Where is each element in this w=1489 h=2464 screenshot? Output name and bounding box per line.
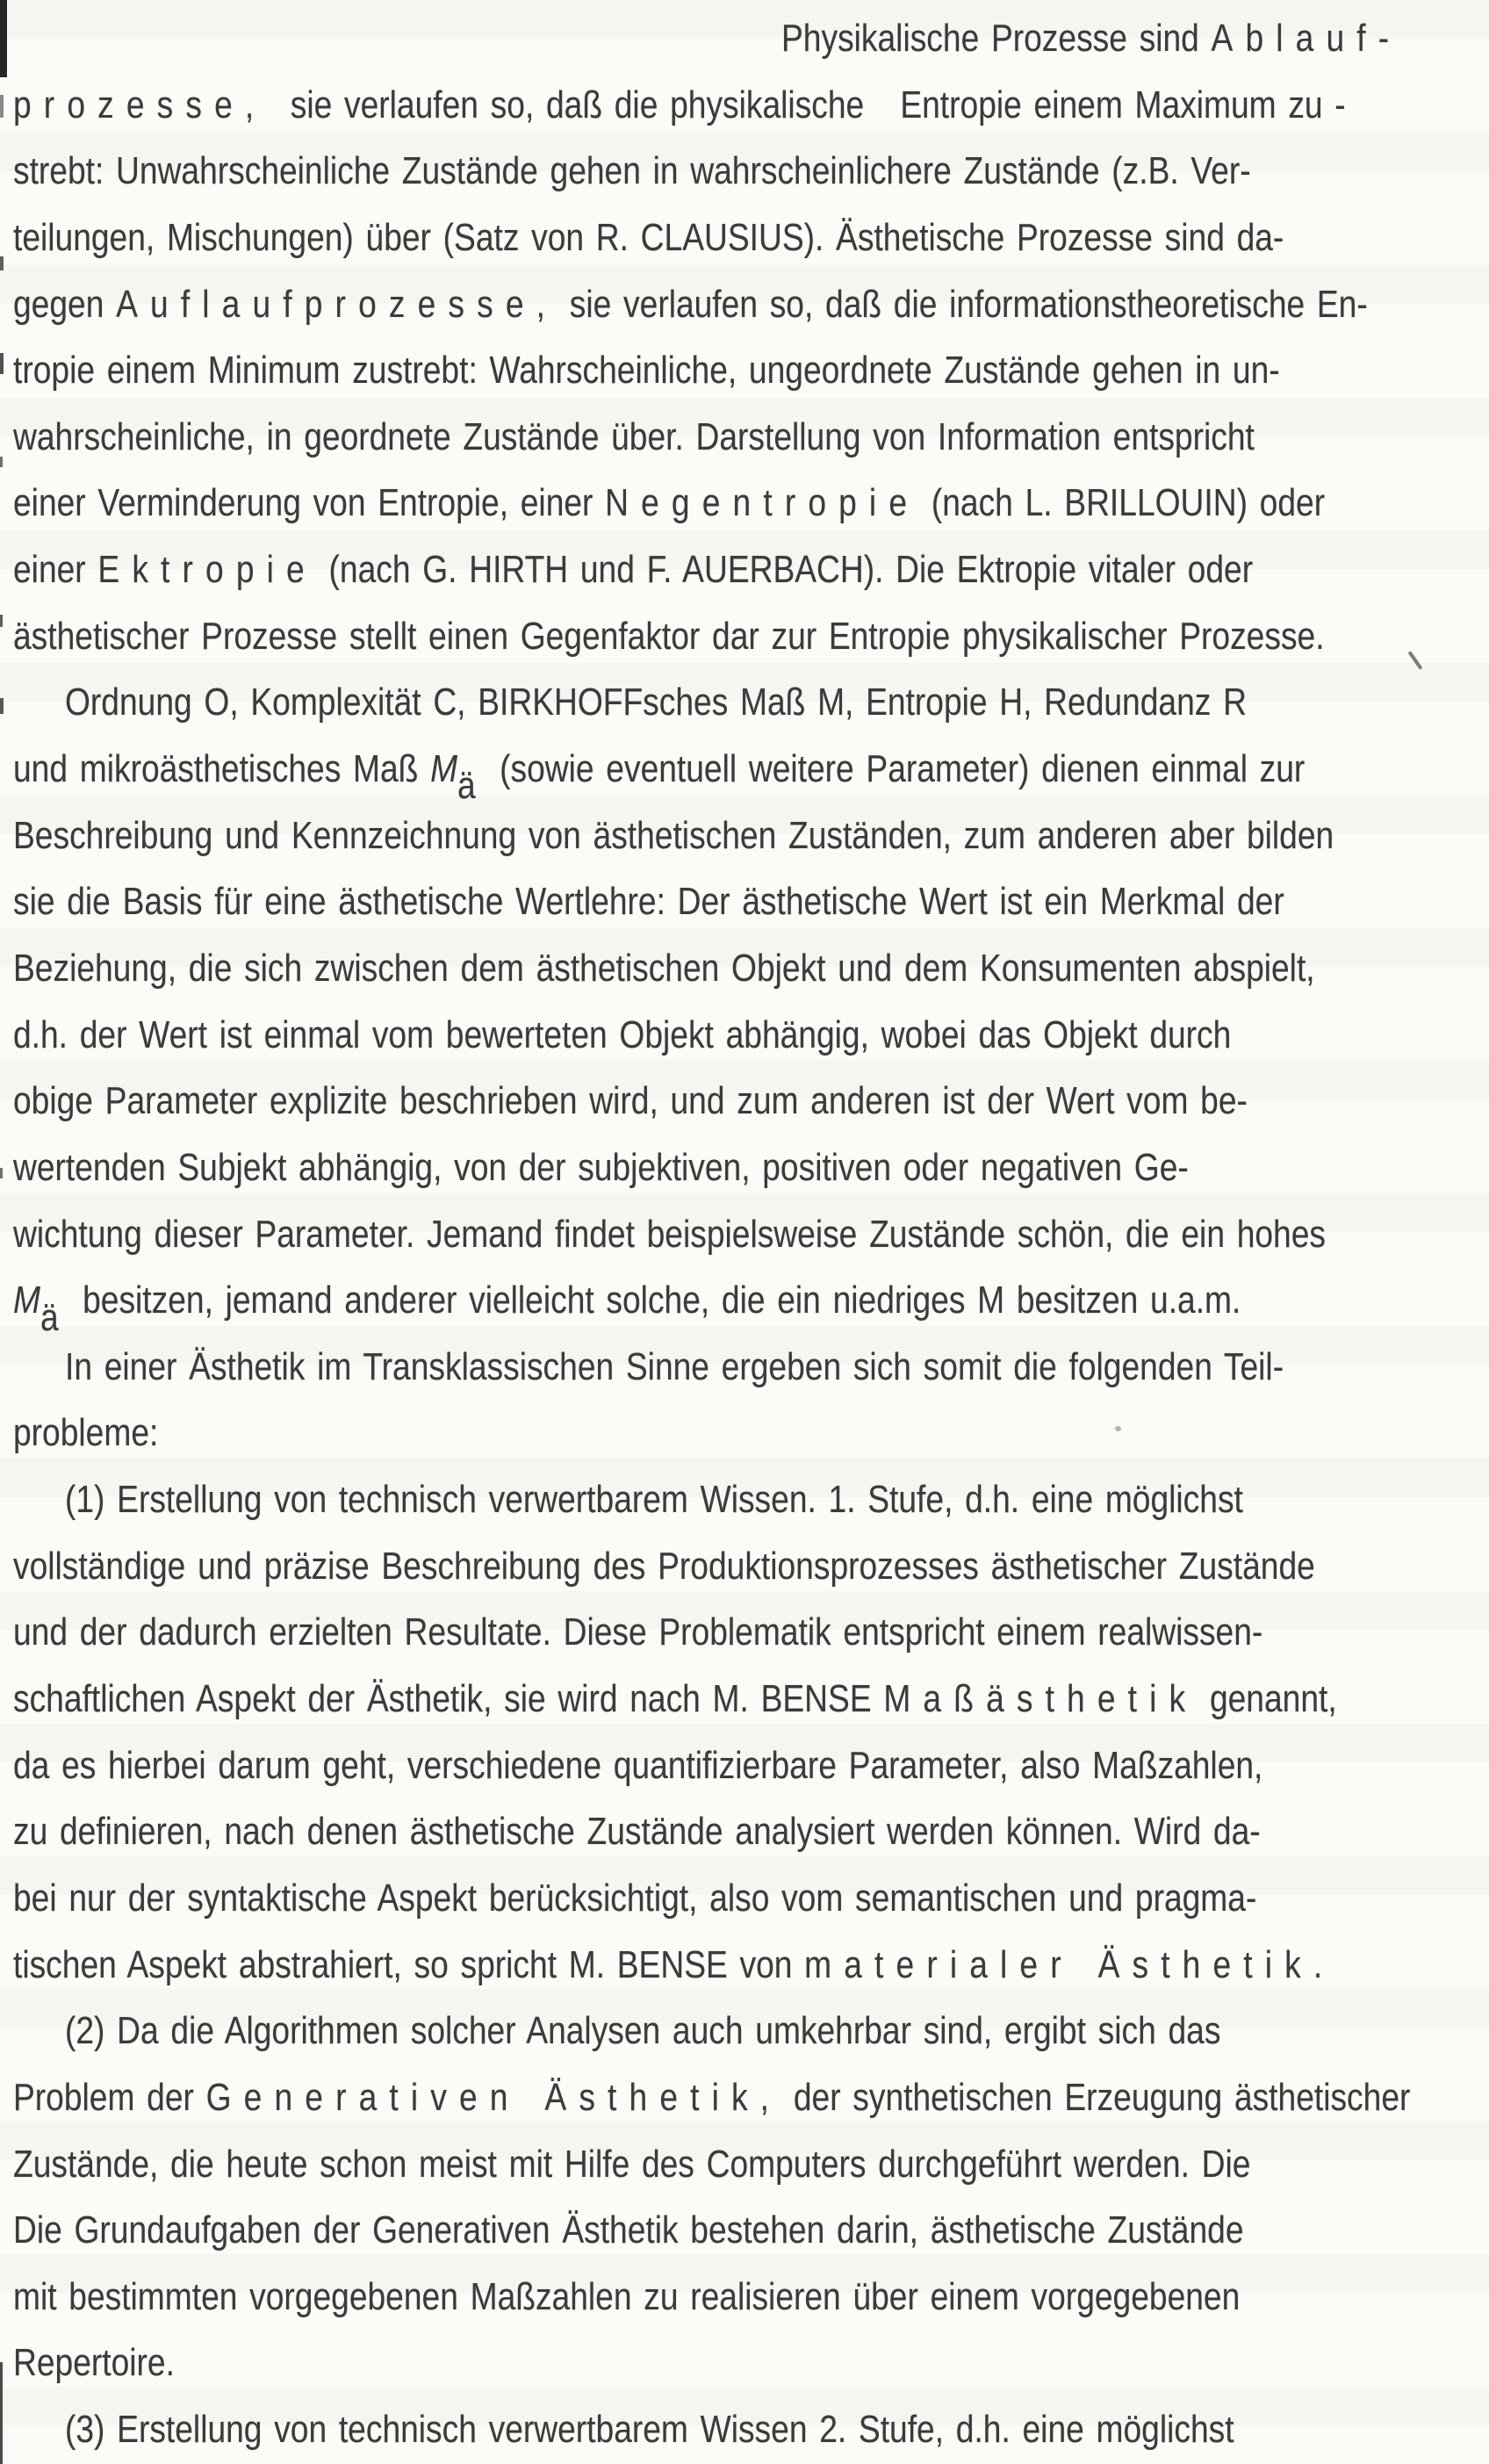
scan-edge-mark [0, 615, 3, 627]
text-segment: wichtung dieser Parameter. Jemand findet beispielsweise Zustände schön, die ein hohes [13, 1212, 1327, 1256]
letterspaced-text: Ablauf- [1211, 17, 1402, 60]
text-line [13, 1599, 1263, 1666]
text-line [13, 271, 1368, 338]
text-segment: sie verlaufen so, daß die informationstheoretische En- [557, 282, 1368, 326]
text-line [13, 2131, 1260, 2198]
text-segment: Zustände, die heute schon meist mit Hilfe des Computers durchgeführt werden. Die [13, 2142, 1251, 2186]
text-segment: (2) Da die Algorithmen solcher Analysen auch umkehrbar sind, ergibt sich das [65, 2009, 1221, 2053]
text-segment: probleme: [13, 1411, 159, 1455]
text-segment: und der dadurch erzielten Resultate. Diese Problematik entspricht einem realwissen- [13, 1610, 1263, 1654]
text-line [13, 205, 1284, 271]
text-line [13, 1135, 1260, 1201]
text-line [13, 537, 1260, 603]
text-line [13, 138, 1260, 205]
text-segment: und mikroästhetisches Maß [13, 747, 431, 791]
text-segment: zu definieren, nach denen ästhetische Zustände analysiert werden können. Wird da- [13, 1810, 1261, 1854]
scan-edge-mark [0, 698, 4, 714]
letterspaced-text: prozesse, [13, 83, 267, 126]
subscript-text: ä [457, 764, 476, 808]
text-segment: wahrscheinliche, in geordnete Zustände über. Darstellung von Information entspricht [13, 414, 1255, 458]
text-segment: In einer Ästhetik im Transklassischen Sinne ergeben sich somit die folgenden Teil- [65, 1344, 1284, 1388]
text-line [13, 803, 1334, 869]
text-segment: vollständige und präzise Beschreibung des Produktionsprozesses ästhetischer Zustände [13, 1544, 1315, 1588]
text-segment: ästhetischer Prozesse stellt einen Gegenfaktor dar zur Entropie physikalischer Prozesse. [13, 614, 1325, 658]
text-segment: Physikalische Prozesse sind [781, 17, 1212, 60]
letterspaced-text: Maßästhetik [883, 1677, 1198, 1721]
text-line [13, 736, 1306, 808]
text-line [13, 868, 1284, 935]
text-segment: da es hierbei darum geht, verschiedene quantifizierbare Parameter, also Maßzahlen, [13, 1743, 1263, 1787]
text-segment: einer [13, 548, 98, 592]
scan-edge-mark [0, 0, 7, 77]
text-line [13, 1267, 1260, 1339]
text-line [13, 1201, 1327, 1268]
italic-symbol: M [13, 1279, 40, 1322]
text-line [13, 1932, 1335, 1999]
text-line [13, 470, 1326, 537]
scan-edge-mark [0, 1168, 3, 1178]
text-segment: tischen Aspekt abstrahiert, so spricht M. BENSE von [13, 1942, 805, 1986]
text-line [13, 72, 1346, 139]
scan-edge-mark [0, 353, 4, 374]
letterspaced-text: materialer Ästhetik. [804, 1942, 1335, 1986]
text-line [65, 669, 1269, 736]
text-segment: schaftlichen Aspekt der Ästhetik, sie wird nach M. BENSE [13, 1677, 884, 1721]
text-segment: sie die Basis für eine ästhetische Wertlehre: Der ästhetische Wert ist ein Merkmal der [13, 880, 1284, 924]
text-segment: (nach G. HIRTH und F. AUERBACH). Die Ektropie vitaler oder [316, 548, 1254, 592]
text-line [13, 1002, 1260, 1069]
text-segment: mit bestimmten vorgegebenen Maßzahlen zu realisieren über einem vorgegebenen [13, 2274, 1241, 2318]
text-line [13, 1798, 1260, 1865]
text-segment: tropie einem Minimum zustrebt: Wahrscheinliche, ungeordnete Zustände gehen in un- [13, 349, 1280, 393]
text-line [13, 2330, 1260, 2396]
text-line [13, 1865, 1260, 1932]
text-segment: Beschreibung und Kennzeichnung von ästhetischen Zuständen, zum anderen aber bilden [13, 813, 1334, 857]
text-block [0, 5, 1489, 2463]
text-segment: Repertoire. [13, 2341, 175, 2385]
text-segment: Die Grundaufgaben der Generativen Ästhetik bestehen darin, ästhetische Zustände [13, 2208, 1244, 2252]
text-segment: (1) Erstellung von technisch verwertbarem Wissen. 1. Stufe, d.h. eine möglichst [65, 1478, 1243, 1522]
letterspaced-text: Generativen Ästhetik, [205, 2075, 782, 2119]
text-line [13, 1068, 1260, 1135]
text-segment: sie verlaufen so, daß die physikalische Entropie einem Maximum zu - [266, 83, 1346, 126]
scan-edge-mark [0, 2362, 3, 2464]
text-line [781, 5, 1402, 72]
scan-edge-mark [0, 256, 4, 270]
text-segment: (3) Erstellung von technisch verwertbarem Wissen 2. Stufe, d.h. eine möglichst [65, 2408, 1234, 2452]
text-line [13, 2197, 1260, 2264]
text-segment: teilungen, Mischungen) über (Satz von R. CLAUSIUS). Ästhetische Prozesse sind da- [13, 215, 1284, 259]
letterspaced-text: Negentropie [605, 481, 920, 525]
text-segment: gegen [13, 282, 117, 326]
text-segment: d.h. der Wert ist einmal vom bewerteten Objekt abhängig, wobei das Objekt durch [13, 1012, 1232, 1056]
text-segment: Ordnung O, Komplexität C, BIRKHOFFsches Maß M, Entropie H, Redundanz R [65, 681, 1247, 724]
text-line [13, 1400, 1260, 1466]
scan-edge-mark [0, 95, 4, 118]
italic-symbol: M [430, 747, 458, 791]
text-segment: obige Parameter explizite beschrieben wird, und zum anderen ist der Wert vom be- [13, 1079, 1248, 1123]
text-segment: der synthetischen Erzeugung ästhetischer [781, 2075, 1411, 2119]
text-segment: Beziehung, die sich zwischen dem ästhetischen Objekt und dem Konsumenten abspielt, [13, 946, 1315, 990]
text-line [13, 2264, 1260, 2331]
text-segment: (nach L. BRILLOUIN) oder [919, 481, 1326, 525]
text-line [13, 404, 1260, 471]
text-line [13, 337, 1280, 404]
scan-dot-artifact [1115, 1426, 1121, 1431]
text-segment: strebt: Unwahrscheinliche Zustände gehen in wahrscheinlichere Zustände (z.B. Ver- [13, 149, 1251, 193]
text-segment: bei nur der syntaktische Aspekt berücksichtigt, also vom semantischen und pragma- [13, 1876, 1257, 1920]
text-line [65, 1998, 1269, 2064]
text-line [65, 1334, 1284, 1401]
subscript-text: ä [40, 1295, 59, 1339]
text-segment: besitzen, jemand anderer vielleicht solche, die ein niedriges M besitzen u.a.m. [58, 1279, 1241, 1322]
text-line [13, 1533, 1315, 1600]
scan-edge-mark [0, 457, 3, 467]
text-segment: (sowie eventuell weitere Parameter) dienen einmal zur [475, 747, 1306, 791]
text-line [65, 1466, 1269, 1533]
text-line [13, 935, 1315, 1002]
text-segment: wertenden Subjekt abhängig, von der subjektiven, positiven oder negativen Ge- [13, 1145, 1189, 1189]
text-line [13, 1733, 1263, 1799]
letterspaced-text: Ektropie [97, 548, 317, 592]
text-line [13, 603, 1325, 670]
text-line [65, 2396, 1269, 2463]
text-segment: genannt, [1198, 1677, 1337, 1721]
letterspaced-text: Auflaufprozesse, [116, 282, 558, 326]
text-segment: Problem der [13, 2075, 206, 2119]
text-segment: einer Verminderung von Entropie, einer [13, 481, 606, 525]
text-line [13, 2064, 1411, 2131]
text-line [13, 1666, 1337, 1733]
